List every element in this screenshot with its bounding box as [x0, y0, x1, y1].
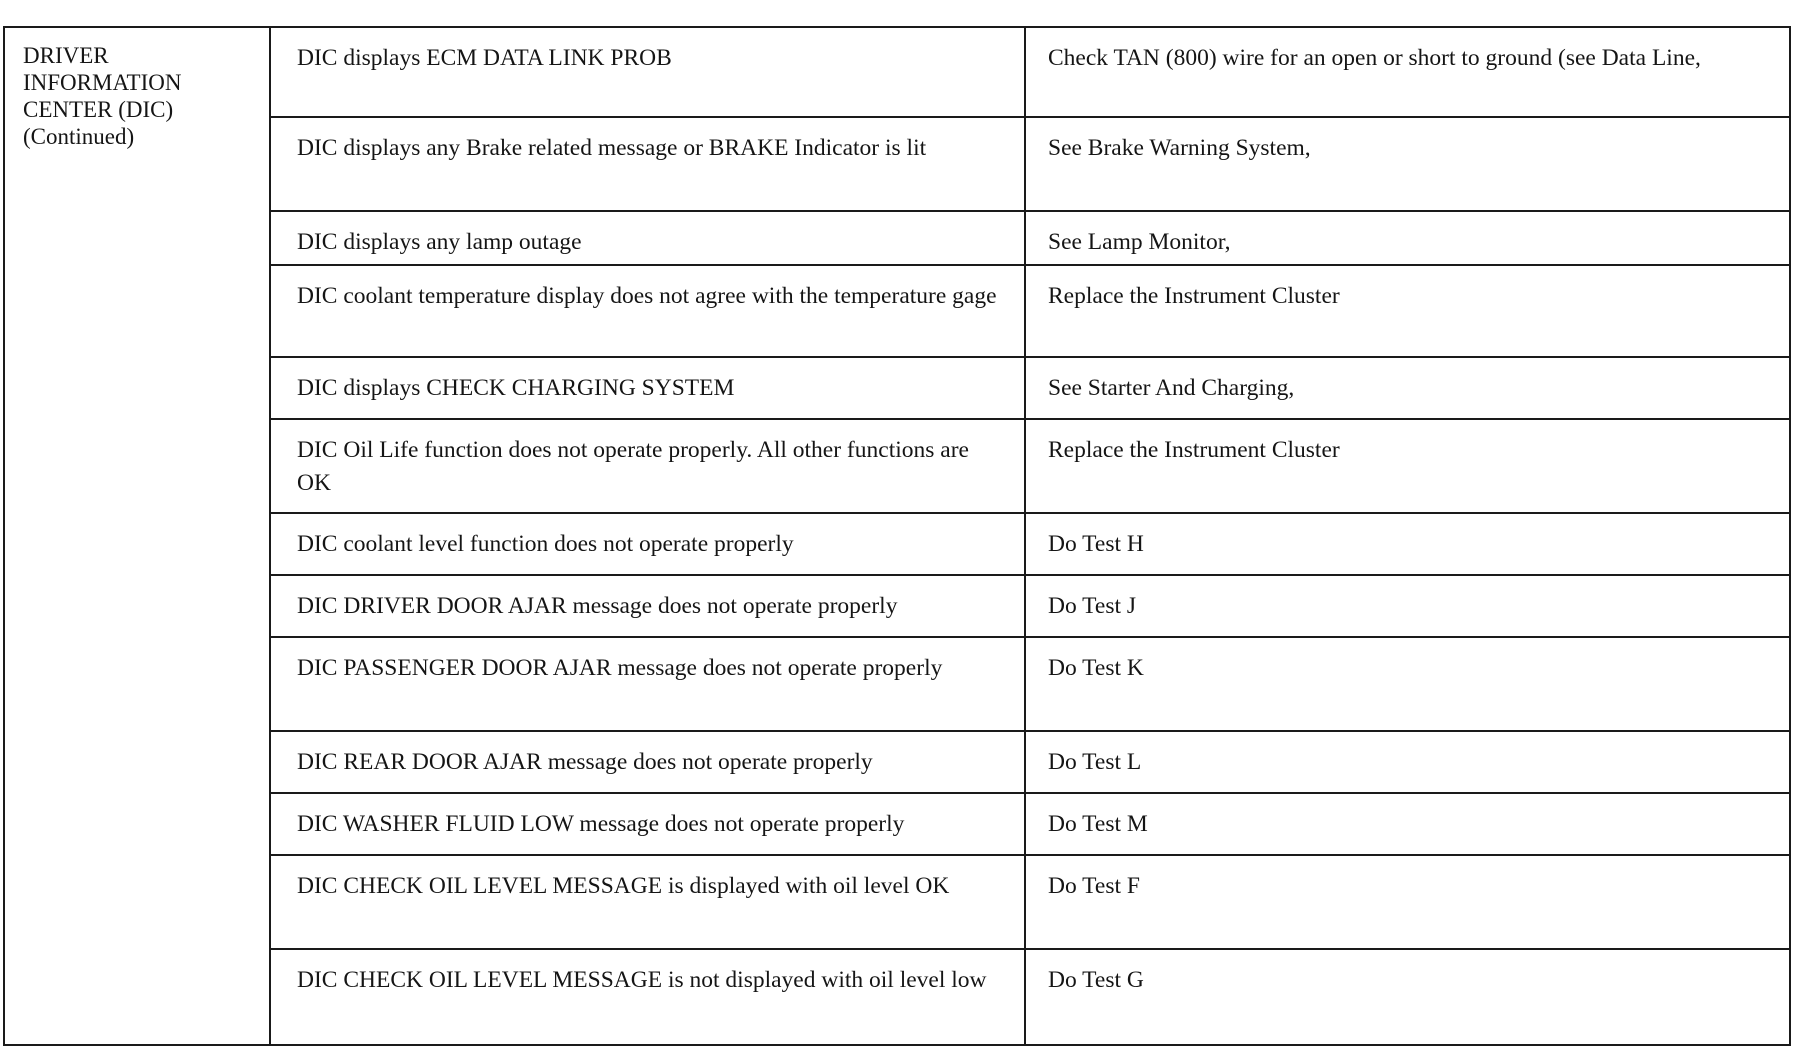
system-name-line: (Continued) [23, 124, 135, 149]
symptom-cell: DIC REAR DOOR AJAR message does not operate properly [271, 732, 1026, 792]
action-cell: See Lamp Monitor, [1048, 229, 1231, 255]
symptom-cell: DIC WASHER FLUID LOW message does not operate properly [271, 794, 1026, 854]
action-cell: Replace the Instrument Cluster [1048, 283, 1340, 309]
symptom-cell: DIC PASSENGER DOOR AJAR message does not operate properly [271, 638, 1026, 730]
action-cell: Do Test J [1048, 593, 1137, 619]
action-cell: Do Test F [1048, 873, 1140, 899]
symptom-cell: DIC CHECK OIL LEVEL MESSAGE is not displayed with oil level low [271, 950, 1026, 1044]
action-cell: See Starter And Charging, [1048, 375, 1295, 401]
symptom-cell: DIC coolant level function does not operate properly [271, 514, 1026, 574]
table-row [271, 856, 1789, 950]
action-cell: Do Test K [1048, 655, 1144, 681]
table-row [271, 266, 1789, 358]
symptom-cell: DIC displays CHECK CHARGING SYSTEM [271, 358, 1026, 418]
table-row [271, 514, 1789, 576]
table-rows [271, 28, 1789, 1044]
action-cell: Do Test H [1048, 531, 1144, 557]
action-cell: Check TAN (800) wire for an open or short to ground (see Data Line, [1048, 45, 1701, 71]
table-row [271, 118, 1789, 212]
table-row [271, 212, 1789, 266]
action-cell: Do Test G [1048, 967, 1144, 993]
system-name-cell [5, 28, 271, 1044]
symptom-cell: DIC displays any Brake related message or BRAKE Indicator is lit [271, 118, 1026, 210]
symptom-cell: DIC DRIVER DOOR AJAR message does not operate properly [271, 576, 1026, 636]
symptom-cell: DIC displays any lamp outage [271, 212, 1026, 264]
table-row [271, 732, 1789, 794]
symptom-cell: DIC coolant temperature display does not agree with the temperature gage [271, 266, 1026, 356]
table-row [271, 28, 1789, 118]
table-row [271, 794, 1789, 856]
table-row [271, 576, 1789, 638]
system-name-line: DRIVER [23, 43, 109, 68]
table-row [271, 638, 1789, 732]
system-name-line: CENTER (DIC) [23, 97, 174, 122]
table-row [271, 358, 1789, 420]
action-cell: See Brake Warning System, [1048, 135, 1311, 161]
action-cell: Replace the Instrument Cluster [1048, 437, 1340, 463]
symptom-cell: DIC displays ECM DATA LINK PROB [271, 28, 1026, 116]
diagnosis-table [3, 26, 1791, 1046]
system-name-line: INFORMATION [23, 70, 182, 95]
table-row [271, 420, 1789, 514]
action-cell: Do Test L [1048, 749, 1142, 775]
symptom-cell: DIC Oil Life function does not operate properly. All other functions are OK [271, 420, 1026, 512]
table-row [271, 950, 1789, 1044]
symptom-cell: DIC CHECK OIL LEVEL MESSAGE is displayed with oil level OK [271, 856, 1026, 948]
action-cell: Do Test M [1048, 811, 1148, 837]
